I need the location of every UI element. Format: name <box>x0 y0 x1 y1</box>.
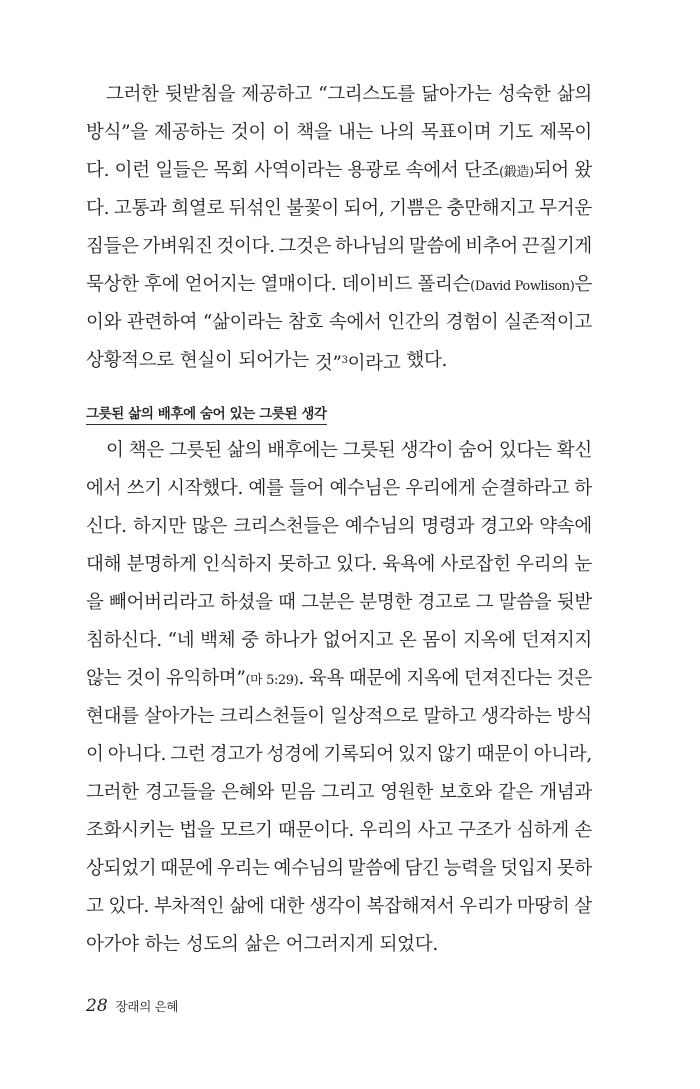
paragraph-line: 이 아니다. 그런 경고가 성경에 기록되어 있지 않기 때문이 아니라, <box>86 744 592 765</box>
paragraph-line: 현대를 살아가는 크리스천들이 일상적으로 말하고 생각하는 방식 <box>86 706 592 727</box>
bible-citation: (마 5:29) <box>245 673 299 688</box>
paragraph-line: 이와 관련하여 “삶이라는 참호 속에서 인간의 경험이 실존적이고 <box>86 312 592 333</box>
paragraph-line: 묵상한 후에 얻어지는 열매이다. 데이비드 폴리슨(David Powlison)은 <box>86 266 592 304</box>
paragraph-line: 대해 분명하게 인식하지 못하고 있다. 육욕에 사로잡힌 우리의 눈 <box>86 554 592 575</box>
book-title: 장래의 은혜 <box>115 999 179 1014</box>
paragraph-line: 상황적으로 현실이 되어가는 것”$^3$이라고 했다. <box>86 342 592 380</box>
paragraph-line: 이 책은 그릇된 삶의 배후에는 그릇된 생각이 숨어 있다는 확신 <box>106 440 592 461</box>
hanja-note: (鍛造) <box>499 165 534 180</box>
paragraph-line: 짐들은 가벼워진 것이다. 그것은 하나님의 말씀에 비추어 끈질기게 <box>86 236 592 257</box>
name-word: 폴리슨(David Powlison)은 <box>417 274 592 295</box>
paragraph-line: 을 빼어버리라고 하셨을 때 그분은 분명한 경고로 그 말씀을 뒷받 <box>86 592 592 613</box>
page-footer <box>86 996 178 1016</box>
paragraph-line: 신다. 하지만 많은 크리스천들은 예수님의 명령과 경고와 약속에 <box>86 516 592 537</box>
hanja-word: 단조(鍛造)되어 <box>463 160 569 181</box>
section-subheading: 그릇된 삶의 배후에 숨어 있는 그릇된 생각 <box>86 405 327 425</box>
paragraph-line: 다. 이런 일들은 목회 사역이라는 용광로 속에서 단조(鍛造)되어 왔 <box>86 152 592 190</box>
quote-end-word: 것”$^3$이라고 <box>314 353 401 374</box>
page-number: 28 <box>86 996 108 1016</box>
paragraph-line: 상되었기 때문에 우리는 예수님의 말씀에 담긴 능력을 덧입지 못하 <box>86 858 592 879</box>
citation-word: 유익하며”(마 5:29). <box>166 668 304 689</box>
paragraph-line: 침하신다. “네 백체 중 하나가 없어지고 온 몸이 지옥에 던져지지 <box>86 630 592 651</box>
paragraph-line: 방식”을 제공하는 것이 이 책을 내는 나의 목표이며 기도 제목이 <box>86 122 592 143</box>
paragraph-line: 에서 쓰기 시작했다. 예를 들어 예수님은 우리에게 순결하라고 하 <box>86 478 592 499</box>
paragraph-line: 그러한 경고들을 은혜와 믿음 그리고 영원한 보호와 같은 개념과 <box>86 782 592 803</box>
paragraph-2 <box>86 432 592 964</box>
paragraph-line: 고 있다. 부차적인 삶에 대한 생각이 복잡해져서 우리가 마땅히 살 <box>86 896 592 917</box>
name-note: (David Powlison) <box>470 279 575 294</box>
paragraph-line: 다. 고통과 희열로 뒤섞인 불꽃이 되어, 기쁨은 충만해지고 무거운 <box>86 198 592 219</box>
paragraph-1 <box>86 76 592 380</box>
paragraph-line: 아가야 하는 성도의 삶은 어그러지게 되었다. <box>86 934 438 955</box>
paragraph-line: 조화시키는 법을 모르기 때문이다. 우리의 사고 구조가 심하게 손 <box>86 820 592 841</box>
paragraph-line: 않는 것이 유익하며”(마 5:29). 육욕 때문에 지옥에 던져진다는 것은 <box>86 660 592 698</box>
paragraph-line: 그러한 뒷받침을 제공하고 “그리스도를 닮아가는 성숙한 삶의 <box>106 84 592 105</box>
footnote-marker: 3 <box>341 355 348 366</box>
